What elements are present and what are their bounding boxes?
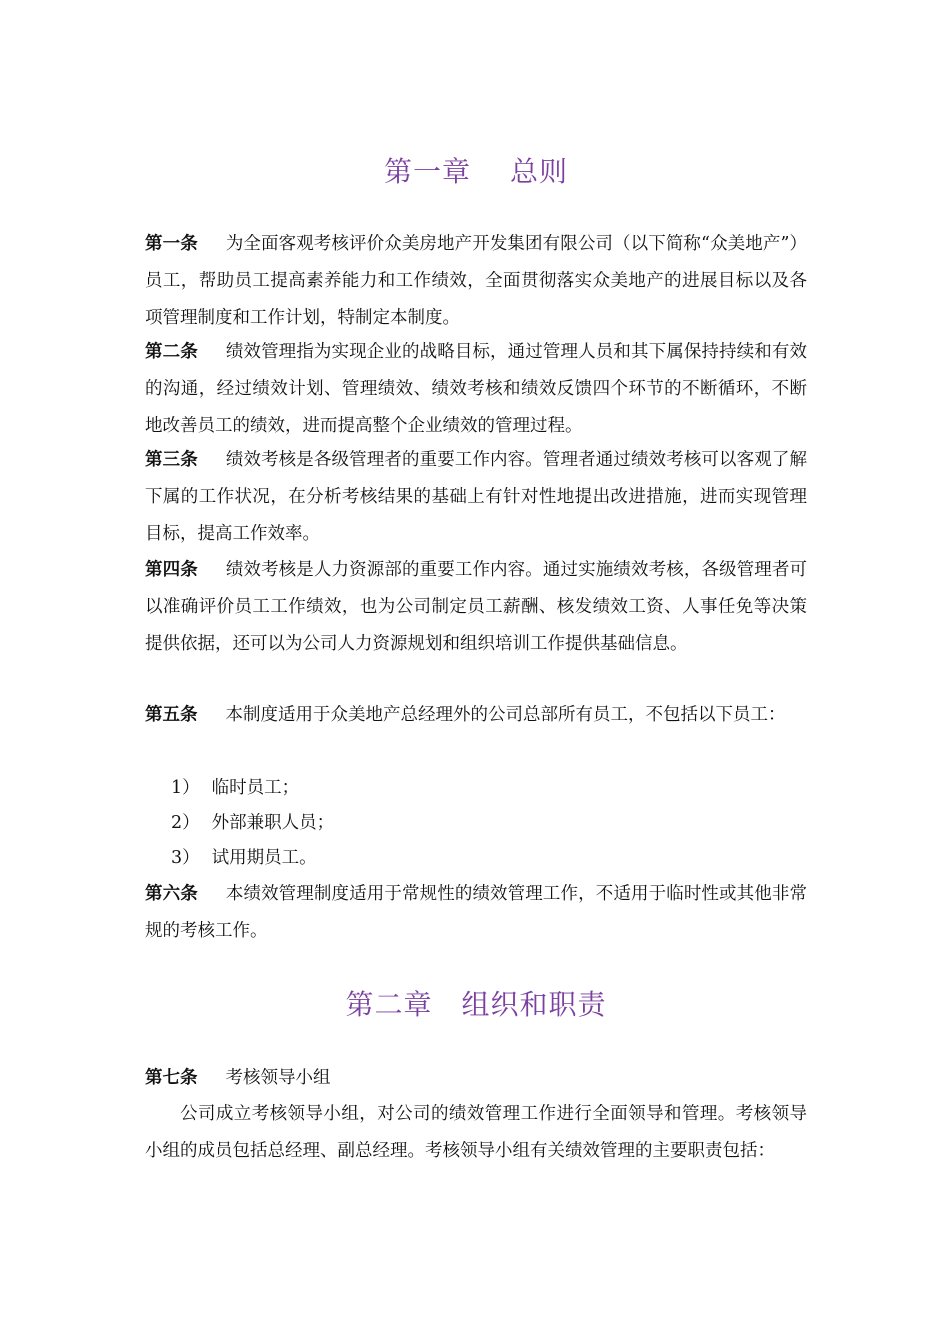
article-4 [145, 552, 807, 663]
list-text: 临时员工； [211, 778, 300, 798]
list-item [171, 840, 317, 877]
article-text: 绩效考核是各级管理者的重要工作内容。管理者通过绩效考核可以客观了解下属的工作状况，在分析考核结果的基础上有针对性地提出改进措施，进而实现管理目标，提高工作效率。 [145, 450, 807, 544]
article-6 [145, 876, 807, 950]
article-1 [145, 226, 807, 337]
article-label: 第三条 [145, 450, 198, 470]
article-label: 第一条 [145, 234, 198, 254]
list-item [171, 770, 299, 807]
list-text: 外部兼职人员； [211, 813, 335, 833]
article-label: 第七条 [145, 1068, 198, 1088]
list-number: 1） [171, 778, 200, 798]
article-2 [145, 334, 807, 445]
article-label: 第四条 [145, 560, 198, 580]
article-label: 第五条 [145, 705, 198, 725]
article-5 [145, 697, 807, 734]
chapter-2-title: 第二章 组织和职责 [345, 988, 607, 1021]
article-text: 绩效考核是人力资源部的重要工作内容。通过实施绩效考核，各级管理者可以准确评价员工工作绩效，也为公司制定员工薪酬、核发绩效工资、人事任免等决策提供依据，还可以为公司人力资源规划和组织培训工作提供基础信息。 [145, 560, 807, 654]
list-number: 3） [171, 848, 200, 868]
list-number: 2） [171, 813, 200, 833]
article-text: 本制度适用于众美地产总经理外的公司总部所有员工，不包括以下员工： [225, 705, 786, 725]
article-label: 第二条 [145, 342, 198, 362]
chapter-1-title: 第一章 总则 [384, 155, 568, 188]
article-text: 本绩效管理制度适用于常规性的绩效管理工作，不适用于临时性或其他非常规的考核工作。 [145, 884, 807, 941]
article-3 [145, 442, 807, 553]
article-heading: 考核领导小组 [225, 1068, 331, 1088]
article-7-body: 公司成立考核领导小组，对公司的绩效管理工作进行全面领导和管理。考核领导小组的成员包括总经理、副总经理。考核领导小组有关绩效管理的主要职责包括： [145, 1104, 807, 1161]
list-text: 试用期员工。 [211, 848, 317, 868]
article-label: 第六条 [145, 884, 198, 904]
article-text: 为全面客观考核评价众美房地产开发集团有限公司（以下简称“众美地产”）员工，帮助员工提高素养能力和工作绩效，全面贯彻落实众美地产的进展目标以及各项管理制度和工作计划，特制定本制度。 [145, 234, 808, 328]
article-text: 绩效管理指为实现企业的战略目标，通过管理人员和其下属保持持续和有效的沟通，经过绩效计划、管理绩效、绩效考核和绩效反馈四个环节的不断循环，不断地改善员工的绩效，进而提高整个企业绩效的管理过程。 [145, 342, 807, 436]
list-item [171, 805, 334, 842]
article-7-heading [145, 1060, 807, 1097]
